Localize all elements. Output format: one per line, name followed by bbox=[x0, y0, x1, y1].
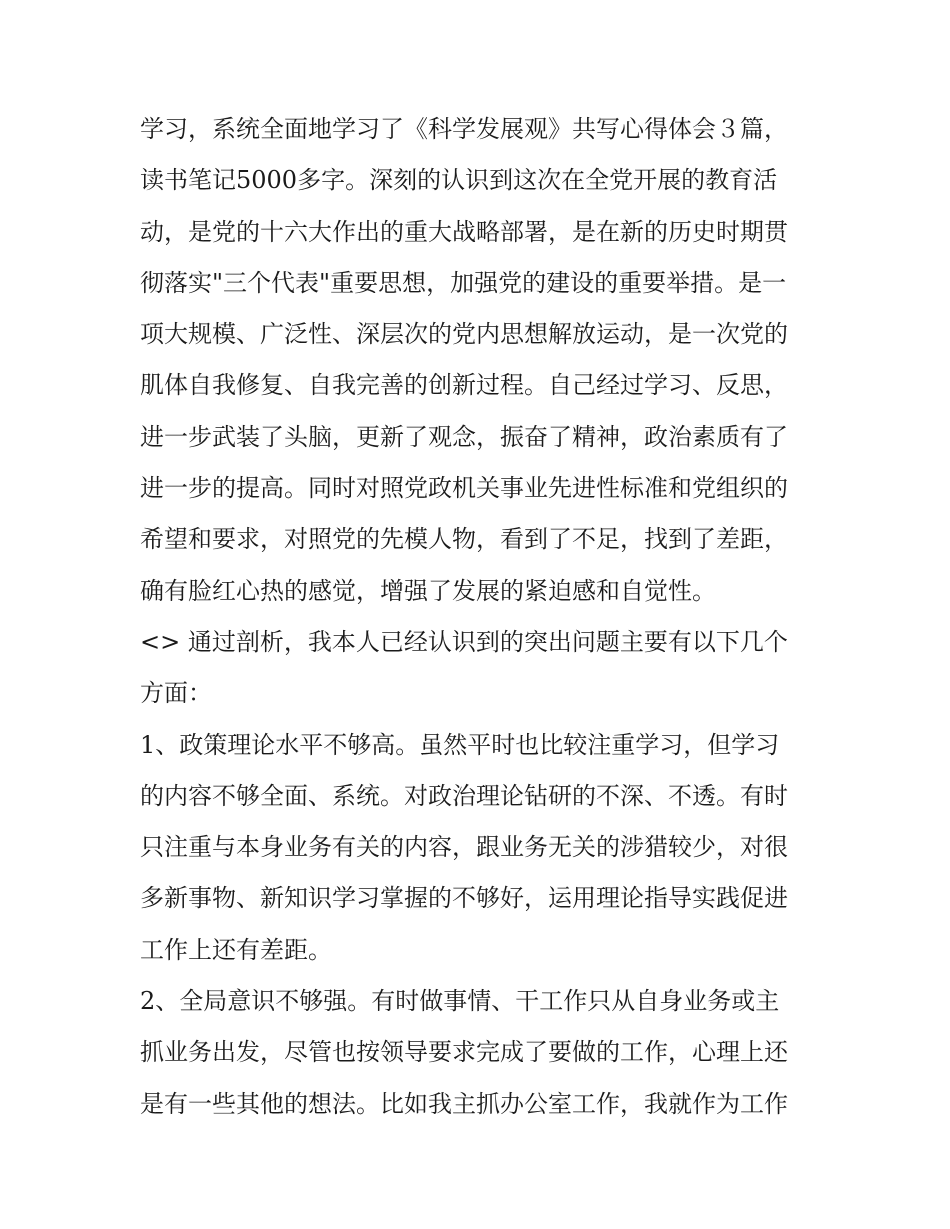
text-line: 确有脸红心热的感觉，增强了发展的紧迫感和自觉性。 bbox=[140, 576, 716, 605]
text-line: 是有一些其他的想法。比如我主抓办公室工作，我就作为工作 bbox=[140, 1089, 788, 1118]
text-line: 进一步的提高。同时对照党政机关事业先进性标准和党组织的 bbox=[140, 474, 788, 503]
text-line: 多新事物、新知识学习掌握的不够好，运用理论指导实践促进 bbox=[140, 884, 788, 913]
text-line: 进一步武装了头脑，更新了观念，振奋了精神，政治素质有了 bbox=[140, 422, 788, 451]
text-line: 彻落实"三个代表"重要思想，加强党的建设的重要举措。是一 bbox=[140, 268, 787, 297]
text-line: 学习，系统全面地学习了《科学发展观》共写心得体会３篇， bbox=[140, 115, 788, 143]
text-line: 项大规模、广泛性、深层次的党内思想解放运动，是一次党的 bbox=[140, 320, 788, 349]
body-text bbox=[140, 104, 820, 1130]
text-line: 读书笔记5000多字。深刻的认识到这次在全党开展的教育活 bbox=[140, 166, 778, 195]
text-line: 动，是党的十六大作出的重大战略部署，是在新的历史时期贯 bbox=[140, 217, 788, 246]
text-line: 2、全局意识不够强。有时做事情、干工作只从自身业务或主 bbox=[140, 987, 780, 1016]
text-line: 方面： bbox=[140, 679, 212, 708]
text-line: 只注重与本身业务有关的内容，跟业务无关的涉猎较少，对很 bbox=[140, 833, 788, 862]
text-line: 抓业务出发，尽管也按领导要求完成了要做的工作，心理上还 bbox=[140, 1038, 788, 1067]
text-line: 工作上还有差距。 bbox=[140, 935, 332, 964]
text-line: 肌体自我修复、自我完善的创新过程。自己经过学习、反思， bbox=[140, 371, 788, 400]
text-line: 的内容不够全面、系统。对政治理论钻研的不深、不透。有时 bbox=[140, 781, 788, 810]
text-line: 希望和要求，对照党的先模人物，看到了不足，找到了差距， bbox=[140, 525, 788, 554]
text-line: 1、政策理论水平不够高。虽然平时也比较注重学习，但学习 bbox=[140, 730, 780, 759]
text-line: <> 通过剖析，我本人已经认识到的突出问题主要有以下几个 bbox=[140, 627, 788, 656]
